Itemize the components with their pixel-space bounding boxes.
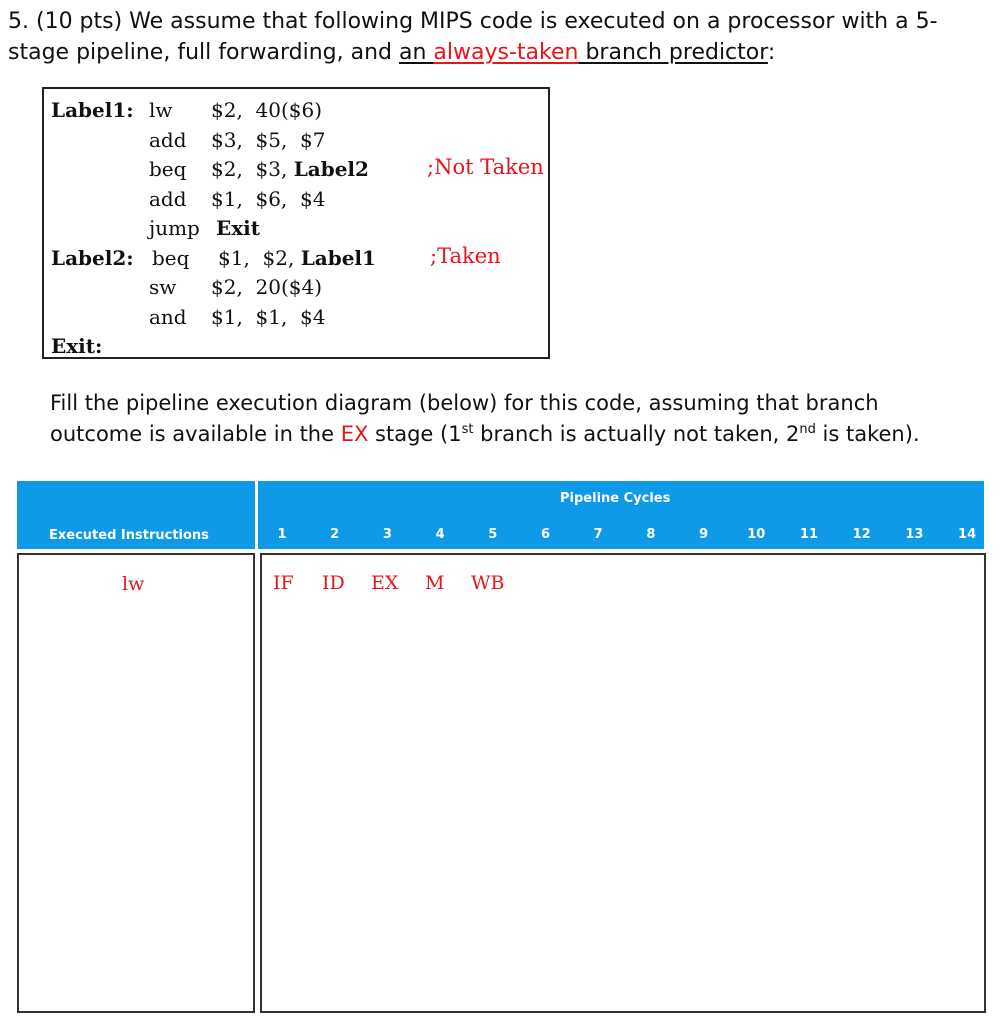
cycle-number: 2 <box>330 527 340 542</box>
underline-an: an <box>398 40 427 65</box>
code-opcode: add <box>149 127 187 152</box>
cycle-number: 4 <box>435 527 445 542</box>
instructions-text: Fill the pipeline execution diagram (below) for this code, assuming that branch outcome is available in the EX stage (1st branch is actually not taken, 2nd is taken). <box>50 391 920 446</box>
code-opcode: lw <box>149 98 173 122</box>
code-comment: ;Not Taken <box>427 155 544 179</box>
cycle-number: 8 <box>646 527 656 542</box>
code-args-text: $1, $2, <box>218 245 301 270</box>
always-taken-text: always-taken <box>433 40 579 65</box>
code-label: Label1: <box>51 98 134 122</box>
code-label: Label2: <box>51 245 134 270</box>
code-args <box>211 97 322 123</box>
code-args-text: $2, 40($6) <box>211 98 323 122</box>
code-args-text: $2, 20($4) <box>211 275 323 299</box>
code-args <box>216 215 260 241</box>
branch-predictor-text: branch predictor <box>585 40 768 65</box>
cycle-number: 12 <box>852 527 871 542</box>
pipeline-stage: M <box>425 572 445 594</box>
code-args-text: $3, $5, $7 <box>211 127 326 152</box>
code-args <box>211 274 322 300</box>
code-target-label: Label2 <box>293 157 369 181</box>
instructions-column <box>17 553 255 1013</box>
pipeline-stage: ID <box>322 572 345 594</box>
cycle-number: 6 <box>540 527 551 542</box>
code-args-text: $1, $1, $4 <box>211 304 326 329</box>
cycle-number: 14 <box>958 527 977 542</box>
pipeline-stage: WB <box>471 572 505 594</box>
pipeline-grid <box>260 553 986 1013</box>
code-opcode: add <box>149 186 187 211</box>
cycle-number: 13 <box>905 527 924 542</box>
question-text: 5. (10 pts) We assume that following MIPS code is executed on a processor with a 5-stage pipeline, full forwarding, and an always-taken branch predictor: <box>8 9 938 65</box>
executed-instructions-label: Executed Instructions <box>49 528 209 543</box>
code-args <box>211 304 326 330</box>
code-comment: ;Taken <box>430 243 501 268</box>
cycle-number: 5 <box>488 527 498 542</box>
code-args <box>211 156 369 182</box>
executed-instructions-header <box>17 481 255 549</box>
code-args <box>211 127 326 153</box>
cycle-number: 7 <box>593 527 603 542</box>
code-opcode: jump <box>149 216 200 240</box>
cycle-number: 11 <box>799 527 819 542</box>
cycle-number: 3 <box>382 527 392 542</box>
code-args-text: $2, $3, <box>211 157 294 181</box>
row-instruction-lw: lw <box>122 573 145 595</box>
pipeline-stage: EX <box>371 572 399 594</box>
code-args-text: $1, $6, $4 <box>211 186 326 211</box>
cycle-number: 9 <box>699 527 709 542</box>
code-opcode: sw <box>149 275 177 299</box>
pipeline-cycles-label: Pipeline Cycles <box>560 491 671 506</box>
cycle-number: 1 <box>277 527 287 542</box>
ex-stage-text: EX <box>340 422 369 446</box>
code-args <box>211 186 326 212</box>
code-target-label: Label1 <box>300 245 376 270</box>
code-opcode: beq <box>152 245 190 270</box>
code-target-label: Exit <box>216 216 261 240</box>
code-opcode: beq <box>149 157 187 181</box>
code-args <box>218 245 376 271</box>
code-opcode: and <box>149 304 187 329</box>
code-label: Exit: <box>51 334 103 358</box>
pipeline-stage: IF <box>273 572 294 594</box>
cycle-number: 10 <box>747 527 766 542</box>
